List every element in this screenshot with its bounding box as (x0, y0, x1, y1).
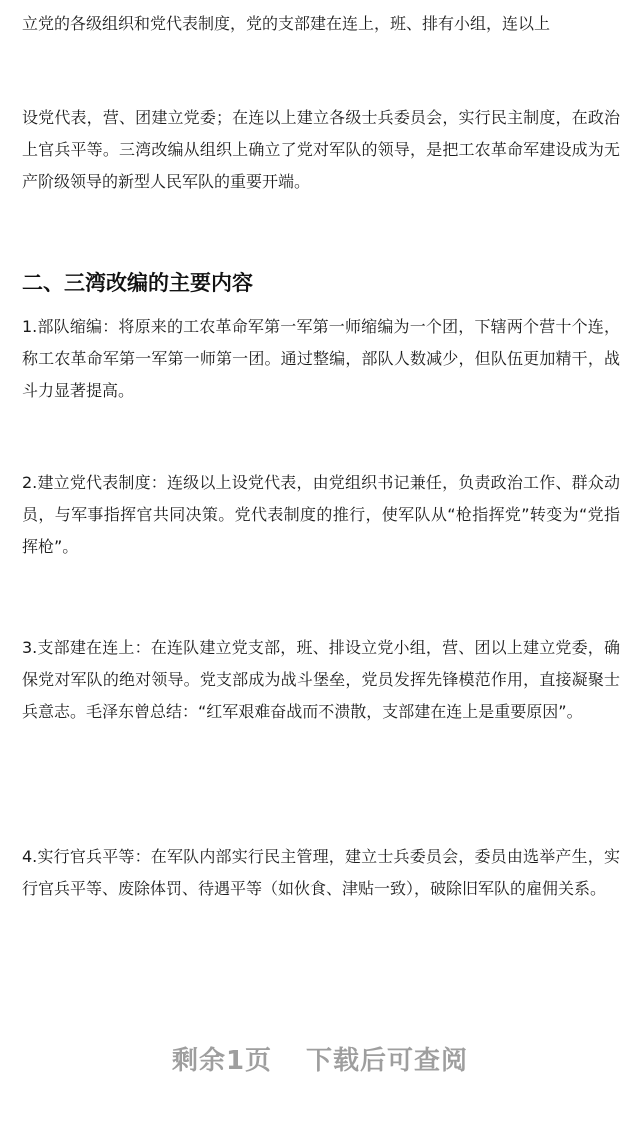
remaining-pages-text: 剩余1页 (171, 1046, 273, 1076)
section-heading: 二、三湾改编的主要内容 (22, 271, 253, 295)
list-item: 1.部队缩编：将原来的工农革命军第一军第一师缩编为一个团，下辖两个营十个连，称工农革命军第一军第一师第一团。通过整编，部队人数减少，但队伍更加精干，战斗力显著提高。 (22, 317, 620, 400)
intro-paragraph-line: 立党的各级组织和党代表制度，党的支部建在连上，班、排有小组，连以上 (22, 14, 551, 33)
list-item: 3.支部建在连上：在连队建立党支部，班、排设立党小组，营、团以上建立党委，确保党对军队的绝对领导。党支部成为战斗堡垒，党员发挥先锋模范作用，直接凝聚士兵意志。毛泽东曾总结：“红军艰难奋战而不溃散，支部建在连上是重要原因”。 (22, 638, 620, 721)
list-item: 4.实行官兵平等：在军队内部实行民主管理，建立士兵委员会，委员由选举产生，实行官兵平等、废除体罚、待遇平等（如伙食、津贴一致），破除旧军队的雇佣关系。 (22, 847, 620, 898)
download-to-view-text: 下载后可查阅 (306, 1046, 469, 1076)
list-item: 2.建立党代表制度：连级以上设党代表，由党组织书记兼任，负责政治工作、群众动员，与军事指挥官共同决策。党代表制度的推行，使军队从“枪指挥党”转变为“党指挥枪”。 (22, 473, 620, 556)
intro-paragraph: 设党代表，营、团建立党委；在连以上建立各级士兵委员会，实行民主制度，在政治上官兵平等。三湾改编从组织上确立了党对军队的领导，是把工农革命军建设成为无产阶级领导的新型人民军队的重要开端。 (22, 108, 620, 191)
download-prompt[interactable] (0, 1040, 640, 1077)
